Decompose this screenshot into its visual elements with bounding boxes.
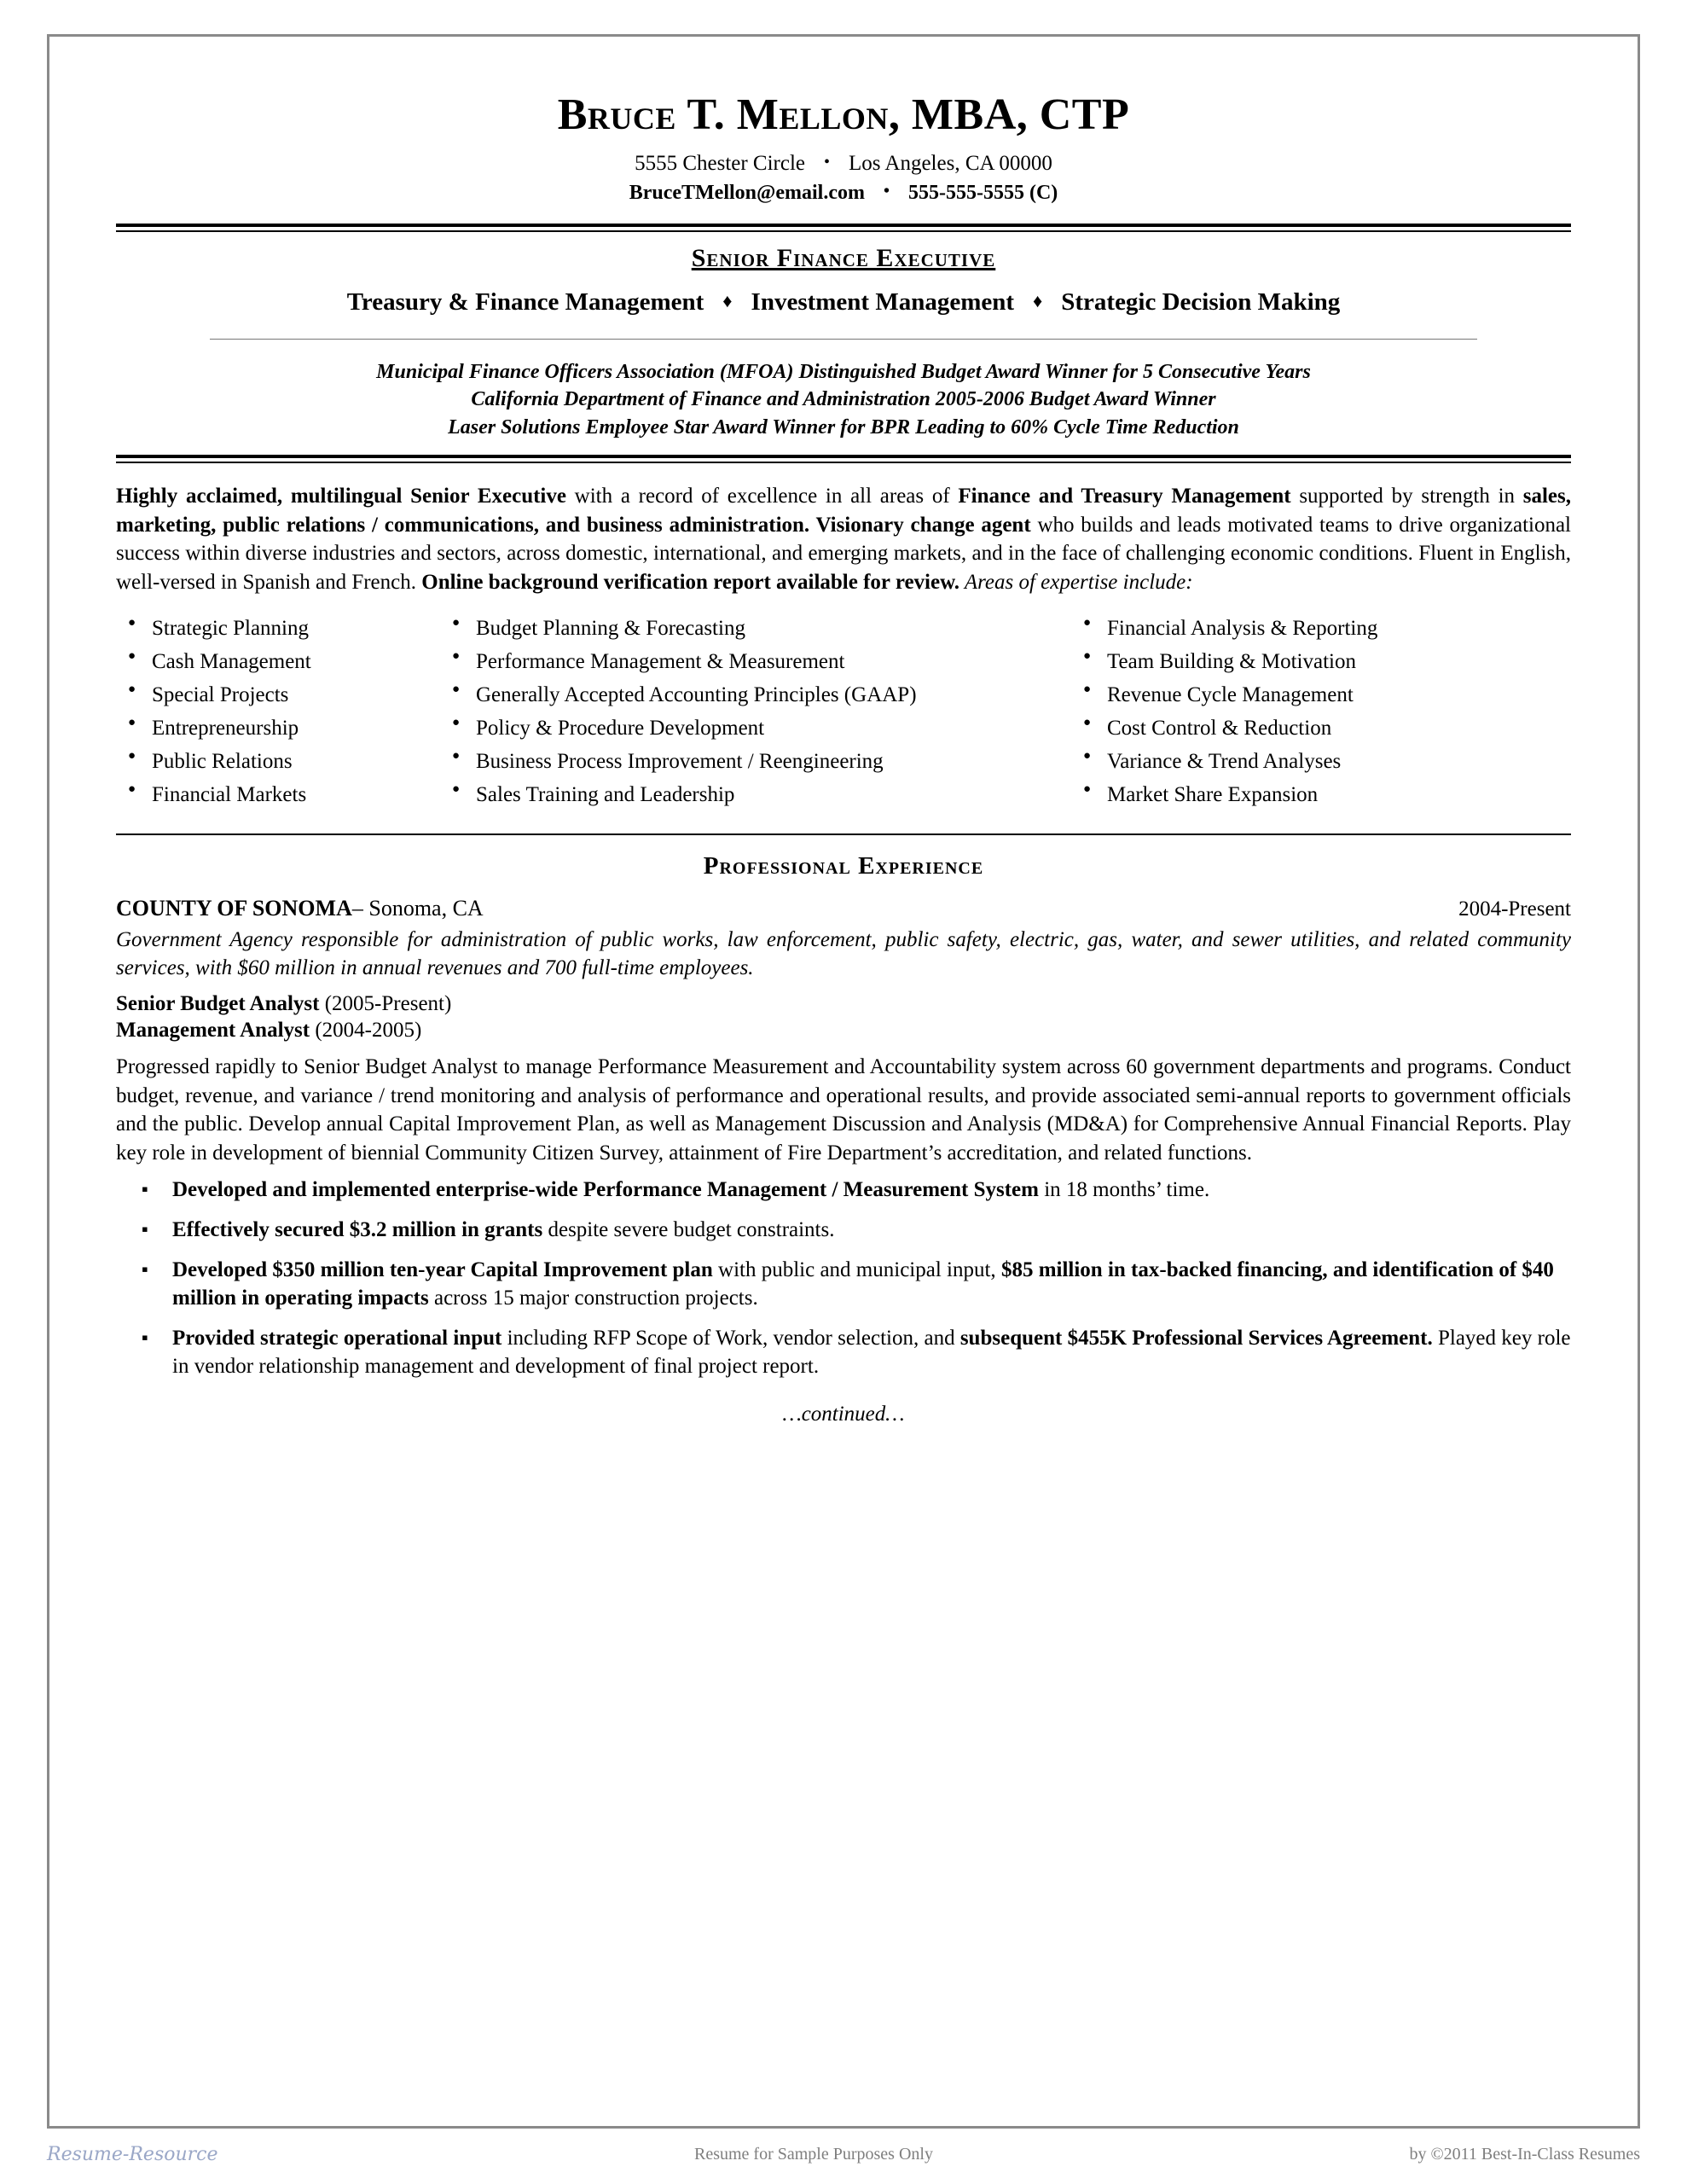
page-title: Bruce T. Mellon, MBA, CTP (557, 90, 1130, 139)
city-text: Los Angeles, CA 00000 (849, 152, 1052, 175)
page-footer (47, 2144, 1640, 2165)
continued-marker: …continued… (782, 1403, 905, 1426)
list-item: ● Special Projects (116, 678, 440, 712)
role-dates-2: (2004-2005) (310, 1019, 422, 1043)
employer-row (116, 896, 1571, 921)
role-title-1: Senior Budget Analyst (116, 992, 320, 1016)
bullet-text-2: Played key role in vendor relationship management and development of final project report. (172, 1327, 1571, 1379)
employer-location: – Sonoma, CA (351, 896, 484, 921)
list-item (116, 1176, 1571, 1204)
summary-paragraph (116, 482, 1571, 596)
contact-email-line (116, 182, 1571, 205)
list-item: ● Variance & Trend Analyses (1071, 745, 1515, 778)
summary-bold-2: Finance and Treasury Management (958, 485, 1291, 508)
experience-paragraph: Progressed rapidly to Senior Budget Analyst to manage Performance Measurement and Accountability system across 60 government departments and programs. Conduct budget, revenue, and variance / trend monitoring and analysis of performance and operational results, and provide associated semi-annual reports to government officials and the public. Develop annual Capital Improvement Plan, as well as Management Discussion and Analysis (MD&A) for Comprehensive Annual Financial Reports. Play key role in development of biennial Community Citizen Survey, attainment of Fire Department’s accreditation, and related functions. (116, 1055, 1571, 1165)
list-item: ● Financial Analysis & Reporting (1071, 612, 1515, 645)
list-item (116, 1324, 1571, 1380)
expertise-columns (116, 612, 1571, 811)
job-title: Senior Finance Executive (691, 244, 996, 272)
email-text[interactable]: BruceTMellon@email.com (629, 182, 865, 204)
role-dates-1: (2005-Present) (319, 992, 452, 1016)
bullet-text-1: in 18 months’ time. (1038, 1178, 1210, 1202)
award-line: Laser Solutions Employee Star Award Winner for BPR Leading to 60% Cycle Time Reduction (448, 415, 1239, 439)
list-item: ● Budget Planning & Forecasting (440, 612, 1071, 645)
specialties-line (116, 288, 1571, 317)
contact-address-line (116, 152, 1571, 176)
employer-dates: 2004-Present (1458, 897, 1571, 921)
list-item: ● Cost Control & Reduction (1071, 712, 1515, 745)
diamond-icon: ♦ (1033, 290, 1043, 311)
list-item (116, 1216, 1571, 1244)
list-item: ● Sales Training and Leadership (440, 778, 1071, 811)
employer-name-text: COUNTY OF SONOMA (116, 896, 352, 921)
list-item: ● Policy & Procedure Development (440, 712, 1071, 745)
expertise-column-1 (116, 612, 440, 811)
list-item: ● Business Process Improvement / Reengineering (440, 745, 1071, 778)
bullet-bold-1: Developed and implemented enterprise-wide Performance Management / Measurement System (172, 1178, 1039, 1202)
bullet-bold-1: Provided strategic operational input (172, 1327, 502, 1350)
list-item: ● Public Relations (116, 745, 440, 778)
specialty-1: Treasury & Finance Management (346, 288, 704, 316)
bullet-text-2: across 15 major construction projects. (428, 1287, 758, 1310)
bullet-separator-icon: • (824, 153, 831, 171)
divider-top (116, 224, 1571, 232)
summary-text-1: with a record of excellence in all areas of (565, 485, 959, 508)
address-text: 5555 Chester Circle (635, 152, 806, 175)
summary-italic-1: Areas of expertise include: (959, 570, 1193, 594)
list-item (116, 1256, 1571, 1312)
specialty-2: Investment Management (751, 288, 1015, 316)
award-line: California Department of Finance and Administration 2005-2006 Budget Award Winner (471, 388, 1216, 411)
award-line: Municipal Finance Officers Association (MFOA) Distinguished Budget Award Winner for 5 Consecutive Years (376, 361, 1311, 383)
list-item: ● Strategic Planning (116, 612, 440, 645)
section-heading-experience: Professional Experience (703, 852, 984, 880)
footer-center-text: Resume for Sample Purposes Only (693, 2145, 933, 2164)
specialty-3: Strategic Decision Making (1061, 288, 1341, 316)
summary-text-2: supported by strength in (1290, 485, 1523, 508)
list-item: ● Performance Management & Measurement (440, 645, 1071, 678)
resume-sheet (47, 34, 1640, 2129)
list-item: ● Team Building & Motivation (1071, 645, 1515, 678)
list-item: ● Revenue Cycle Management (1071, 678, 1515, 712)
bullet-bold-1: Developed $350 million ten-year Capital Improvement plan (172, 1258, 713, 1282)
footer-copyright: by ©2011 Best-In-Class Resumes (1409, 2145, 1640, 2164)
summary-text-3: who builds and leads motivated teams to drive organizational success within diverse industries and sectors, across domestic, international, and emerging markets, and in the face of challenging economic conditions. Fluent in English, well-versed in Spanish and French. (116, 513, 1571, 594)
bullet-separator-icon: • (883, 182, 890, 200)
experience-bullets (116, 1176, 1571, 1380)
bullet-text-1: including RFP Scope of Work, vendor selection, and (501, 1327, 960, 1350)
summary-bold-1: Highly acclaimed, multilingual Senior Executive (116, 485, 566, 508)
summary-bold-4: Online background verification report available for review. (421, 570, 960, 594)
bullet-text-1: despite severe budget constraints. (542, 1218, 835, 1242)
list-item: ● Market Share Expansion (1071, 778, 1515, 811)
summary-bold-3: sales, marketing, public relations / communications, and business administration. Visionary change agent (116, 485, 1571, 537)
phone-text: 555-555-5555 (C) (907, 182, 1058, 204)
diamond-icon: ♦ (722, 290, 733, 311)
list-item: ● Financial Markets (116, 778, 440, 811)
awards-block (116, 358, 1571, 441)
divider-experience-top (116, 834, 1571, 835)
divider-thin (210, 339, 1477, 340)
divider-summary-top (116, 455, 1571, 463)
role-title-2: Management Analyst (116, 1019, 310, 1043)
bullet-text-1: with public and municipal input, (712, 1258, 1001, 1282)
expertise-column-3 (1071, 612, 1515, 811)
role-row-1 (116, 992, 1571, 1016)
bullet-bold-2: subsequent $455K Professional Services Agreement. (959, 1327, 1433, 1350)
bullet-bold-2: $85 million in tax-backed financing, and identification of $40 million in operating impacts (172, 1258, 1554, 1310)
role-row-2 (116, 1019, 1571, 1043)
list-item: ● Generally Accepted Accounting Principles (GAAP) (440, 678, 1071, 712)
employer-name (116, 896, 484, 921)
employer-description: Government Agency responsible for administration of public works, law enforcement, public safety, electric, gas, water, and sewer utilities, and related community services, with $60 million in annual revenues and 700 full-time employees. (116, 928, 1571, 979)
resume-resource-logo: Resume-Resource (47, 2144, 218, 2165)
list-item: ● Entrepreneurship (116, 712, 440, 745)
bullet-bold-1: Effectively secured $3.2 million in grants (172, 1218, 543, 1242)
expertise-column-2 (440, 612, 1071, 811)
list-item: ● Cash Management (116, 645, 440, 678)
